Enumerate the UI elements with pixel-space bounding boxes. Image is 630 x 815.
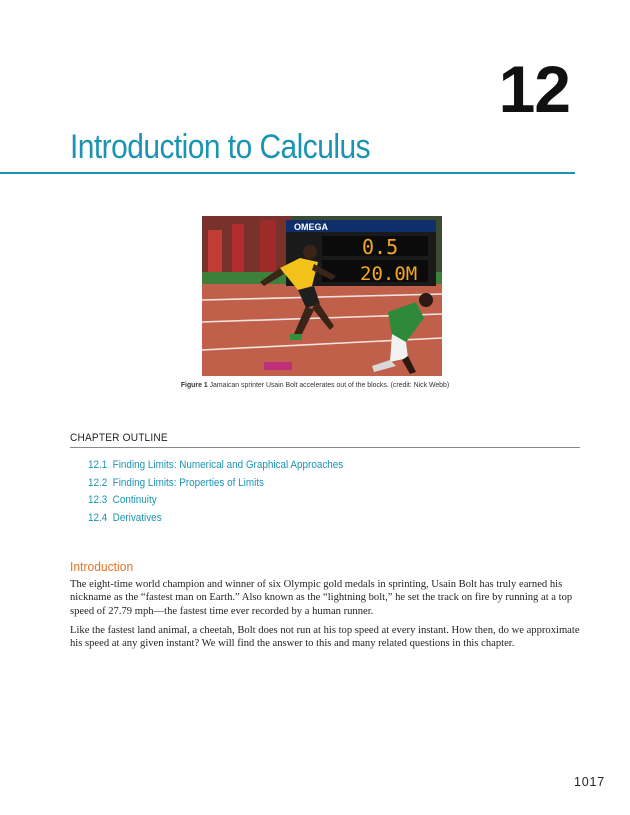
spectator-shape — [208, 230, 222, 272]
outline-item-number: 12.1 — [88, 459, 108, 471]
spectator-shape — [260, 220, 276, 272]
introduction-paragraph-2: Like the fastest land animal, a cheetah, Bolt does not run at his top speed at every instant. How then, do we approximate his speed at any given instant? We will find the answer to this and many related questions in this chapter. — [70, 625, 580, 650]
chapter-title: Introduction to Calculus — [70, 128, 371, 166]
sprinter-photo-illustration — [202, 216, 442, 376]
spectator-shape — [232, 224, 244, 272]
title-rule — [0, 172, 575, 174]
outline-heading: CHAPTER OUTLINE — [70, 432, 168, 444]
outline-item-label: Finding Limits: Properties of Limits — [112, 476, 264, 489]
outline-item-12-4[interactable] — [88, 510, 343, 528]
caption-label: Figure 1 — [180, 380, 208, 389]
scoreboard-brand: OMEGA — [294, 222, 329, 232]
outline-item-label: Continuity — [112, 494, 157, 507]
chapter-number: 12 — [498, 52, 570, 126]
scoreboard-time: 0.5 — [362, 235, 399, 259]
outline-item-number: 12.2 — [88, 476, 108, 489]
figure-caption — [25, 380, 605, 389]
outline-item-12-3[interactable] — [88, 492, 343, 510]
outline-item-12-2[interactable] — [88, 475, 343, 493]
scoreboard-distance: 20.0M — [360, 263, 418, 285]
page-number: 1017 — [573, 775, 605, 789]
introduction-paragraph-1: The eight-time world champion and winner of six Olympic gold medals in sprinting, Usain Bolt has truly earned his nickname as the “fastest man on Earth.” Also known as the “lightning bolt,” he set the track on fire by running at a top speed of 27.79 mph—the fastest time ever recorded by a human runner. — [70, 579, 573, 617]
outline-item-label: Derivatives — [112, 511, 162, 524]
outline-item-label: Finding Limits: Numerical and Graphical Approaches — [112, 459, 344, 471]
starting-block — [264, 362, 292, 370]
outline-item-number: 12.4 — [88, 511, 108, 524]
figure-photo — [202, 216, 442, 376]
chapter-outline-list — [88, 457, 372, 527]
outline-item-number: 12.3 — [88, 494, 108, 507]
introduction-heading: Introduction — [70, 559, 134, 574]
outline-rule — [70, 447, 580, 448]
caption-text: Jamaican sprinter Usain Bolt accelerates out of the blocks. (credit: Nick Webb) — [209, 380, 450, 389]
outline-item-12-1[interactable] — [88, 457, 343, 475]
